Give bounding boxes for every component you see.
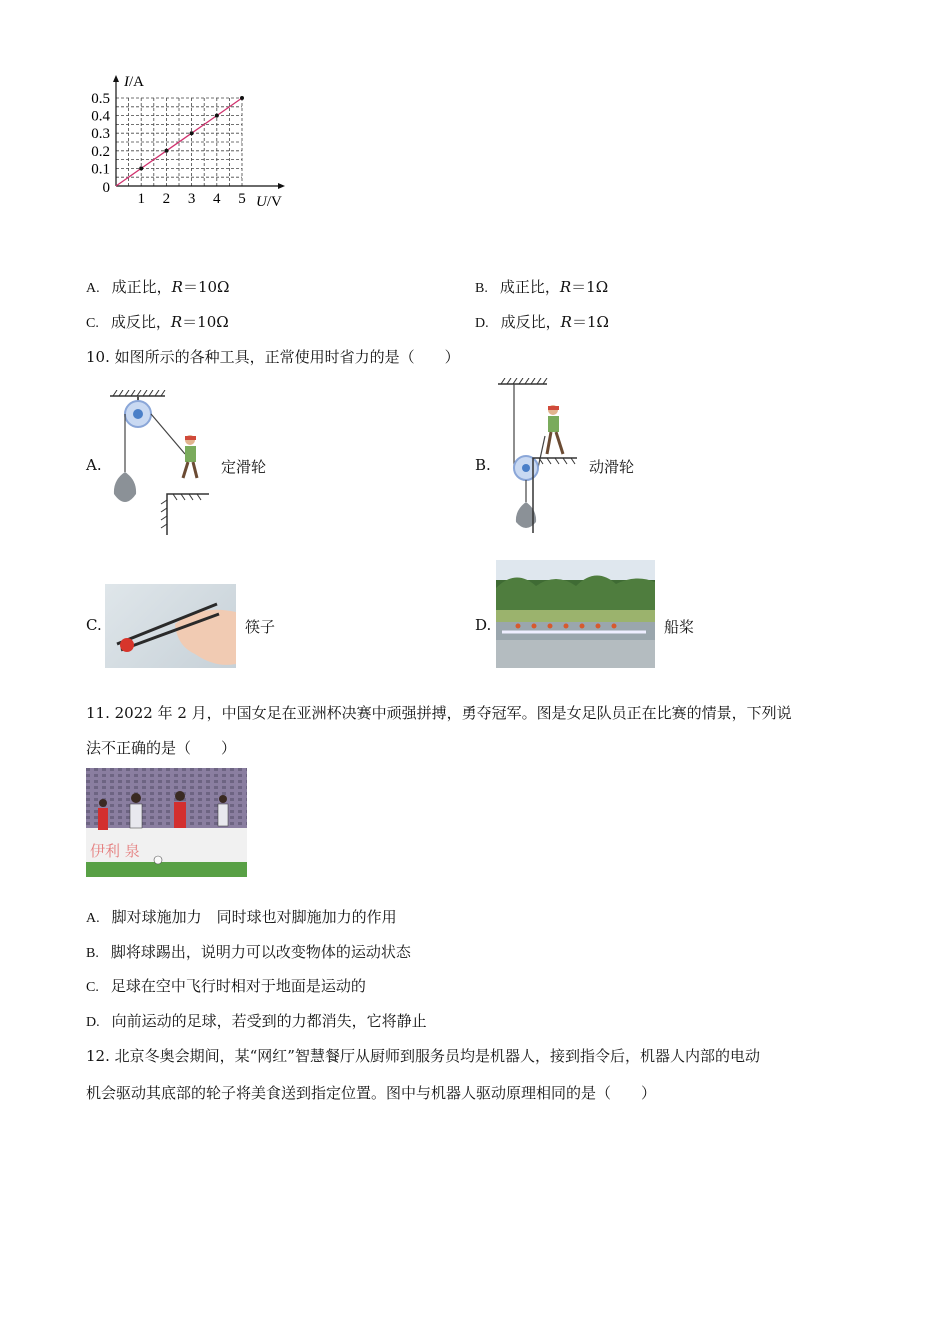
option-text: 成正比， (111, 278, 172, 296)
option-letter: C. (86, 316, 99, 331)
q10-option-b-caption: 动滑轮 (589, 458, 635, 476)
q9-option-c (86, 311, 229, 332)
y-tick-label: 0.5 (91, 91, 110, 107)
option-letter: A. (86, 911, 100, 926)
q10-option-b-letter: B. (475, 456, 491, 474)
iu-chart (80, 68, 310, 218)
option-text: 脚对球施加力 同时球也对脚施加力的作用 (111, 908, 397, 926)
rowing-photo (496, 560, 655, 668)
y-axis-var: I (124, 74, 129, 90)
y-tick-label: 0.2 (91, 143, 110, 160)
y-axis-unit: /A (129, 74, 144, 90)
q11-option-a (86, 906, 397, 927)
option-value: ＝1Ω (571, 313, 609, 331)
q9-option-b (475, 276, 608, 297)
movable-pulley-drawing (495, 378, 590, 533)
option-value: ＝10Ω (182, 313, 229, 331)
data-point (139, 166, 143, 170)
data-point (215, 114, 219, 118)
x-axis-label (256, 194, 282, 210)
fixed-pulley-drawing (105, 390, 215, 535)
option-letter: B. (86, 946, 99, 961)
option-value: ＝10Ω (182, 278, 230, 296)
option-letter: C. (86, 980, 99, 995)
data-point (240, 96, 244, 100)
q10-option-d-caption: 船桨 (664, 618, 695, 636)
q12-stem-line2: 机会驱动其底部的轮子将美食送到指定位置。图中与机器人驱动原理相同的是（ ） (86, 1084, 657, 1102)
x-axis-arrow (278, 183, 285, 189)
q12-stem-line1: 12. 北京冬奥会期间，某“网红”智慧餐厅从厨师到服务员均是机器人，接到指令后，机器人内部的电动 (86, 1047, 760, 1065)
option-text: 向前运动的足球，若受到的力都消失，它将静止 (111, 1012, 427, 1030)
q9-option-d (475, 311, 609, 332)
option-letter: D. (475, 316, 489, 331)
q10-stem: 10. 如图所示的各种工具，正常使用时省力的是（ ） (86, 348, 460, 366)
y-tick-label: 0.4 (91, 108, 110, 125)
q11-option-d (86, 1010, 427, 1031)
option-text: 脚将球踢出，说明力可以改变物体的运动状态 (110, 943, 411, 961)
movable-pulley-figure (495, 378, 590, 533)
q10-option-a-letter: A. (86, 456, 102, 474)
q10-option-a-caption: 定滑轮 (221, 458, 267, 476)
q11-stem-line1: 11. 2022 年 2 月，中国女足在亚洲杯决赛中顽强拼搏，勇夺冠军。图是女足队员正在比赛的情景，下列说 (86, 704, 792, 722)
iu-chart-svg (80, 68, 310, 218)
chopsticks-drawing (105, 584, 236, 668)
option-text: 成反比， (110, 313, 171, 331)
x-tick-label: 3 (187, 191, 196, 207)
data-point (164, 149, 168, 153)
x-axis-var: U (256, 194, 267, 210)
option-text: 成正比， (499, 278, 560, 296)
q10-option-c-letter: C. (86, 616, 102, 634)
option-letter: D. (86, 1015, 100, 1030)
data-point (190, 131, 194, 135)
q11-option-c (86, 975, 366, 996)
q11-option-b (86, 941, 411, 962)
y-tick-label: 0.3 (91, 126, 110, 143)
option-value: ＝1Ω (571, 278, 609, 296)
y-tick-label: 0.1 (91, 161, 110, 178)
chopsticks-photo (105, 584, 236, 668)
q10-option-c-caption: 筷子 (245, 618, 276, 636)
option-letter: A. (86, 281, 100, 296)
origin-label: 0 (102, 180, 110, 196)
y-axis-arrow (113, 75, 119, 82)
option-letter: B. (475, 281, 488, 296)
option-var: R (560, 313, 572, 331)
x-tick-label: 2 (162, 191, 171, 207)
photo-banner: 伊利 泉 (90, 842, 140, 860)
x-tick-label: 4 (213, 191, 221, 207)
q11-stem-line2: 法不正确的是（ ） (86, 739, 237, 757)
x-axis-unit: /V (266, 194, 282, 210)
x-tick-label: 1 (137, 191, 145, 207)
x-tick-label: 5 (238, 191, 246, 207)
q9-option-a (86, 276, 229, 297)
y-axis-label (123, 74, 144, 90)
football-drawing (86, 768, 247, 877)
option-var: R (559, 278, 572, 296)
option-var: R (171, 278, 183, 296)
football-photo (86, 768, 247, 877)
option-text: 成反比， (500, 313, 561, 331)
q10-option-d-letter: D. (475, 616, 492, 634)
rowing-drawing (496, 560, 655, 668)
option-text: 足球在空中飞行时相对于地面是运动的 (110, 977, 366, 995)
option-var: R (170, 313, 183, 331)
fixed-pulley-figure (105, 390, 215, 535)
